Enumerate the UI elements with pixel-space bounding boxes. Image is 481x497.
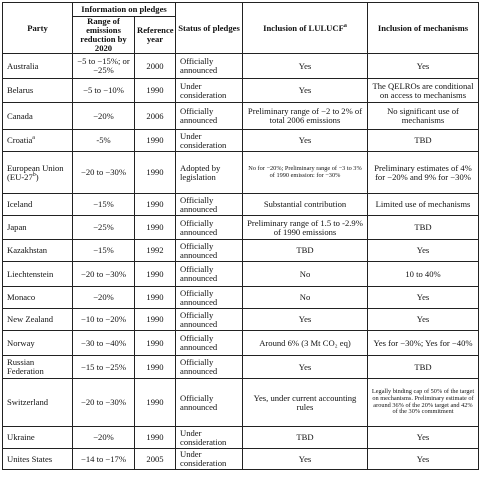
range-cell: −10 to −20%	[73, 309, 135, 331]
status-cell: Officially announced	[176, 103, 243, 130]
party-cell: Ukraine	[3, 427, 73, 449]
reference-year-cell: 1990	[135, 262, 176, 287]
range-cell: −15%	[73, 240, 135, 262]
status-cell: Officially announced	[176, 287, 243, 309]
mechanisms-cell: Yes for −30%; Yes for −40%	[368, 331, 479, 356]
reference-year-cell: 1990	[135, 287, 176, 309]
document-page	[2, 2, 478, 470]
lulucf-cell: No for −20%; Preliminary range of −3 to 3% of 1990 emission: for −30%	[243, 152, 368, 194]
range-cell: −14 to −17%	[73, 449, 135, 470]
status-cell: Officially announced	[176, 331, 243, 356]
party-cell: Monaco	[3, 287, 73, 309]
range-cell: −20%	[73, 103, 135, 130]
party-cell: Iceland	[3, 194, 73, 216]
header-party: Party	[3, 3, 73, 54]
status-cell: Officially announced	[176, 216, 243, 240]
lulucf-cell: No	[243, 262, 368, 287]
reference-year-cell: 2006	[135, 103, 176, 130]
reference-year-cell: 1990	[135, 194, 176, 216]
range-cell: −15%	[73, 194, 135, 216]
status-cell: Under consideration	[176, 449, 243, 470]
header-status: Status of pledges	[176, 3, 243, 54]
table-row	[3, 79, 479, 103]
range-cell: -5%	[73, 130, 135, 152]
status-cell: Officially announced	[176, 356, 243, 379]
status-cell: Under consideration	[176, 427, 243, 449]
range-cell: −30 to −40%	[73, 331, 135, 356]
reference-year-cell: 1990	[135, 427, 176, 449]
reference-year-cell: 1990	[135, 356, 176, 379]
party-cell: New Zealand	[3, 309, 73, 331]
mechanisms-cell: TBD	[368, 130, 479, 152]
party-cell: Liechtenstein	[3, 262, 73, 287]
mechanisms-cell: Yes	[368, 309, 479, 331]
party-cell: Kazakhstan	[3, 240, 73, 262]
range-cell: −5 to −10%	[73, 79, 135, 103]
range-cell: −5 to −15%; or −25%	[73, 54, 135, 79]
table-row	[3, 309, 479, 331]
header-info-on-pledges: Information on pledges	[73, 3, 176, 17]
lulucf-cell: Yes	[243, 54, 368, 79]
table-row	[3, 379, 479, 427]
mechanisms-cell: 10 to 40%	[368, 262, 479, 287]
reference-year-cell: 1990	[135, 309, 176, 331]
header-reference-year: Reference year	[135, 17, 176, 54]
lulucf-cell: TBD	[243, 240, 368, 262]
status-cell: Adopted by legislation	[176, 152, 243, 194]
mechanisms-cell: Yes	[368, 449, 479, 470]
party-cell: Russian Federation	[3, 356, 73, 379]
mechanisms-cell: TBD	[368, 216, 479, 240]
table-body	[3, 54, 479, 470]
reference-year-cell: 1990	[135, 216, 176, 240]
lulucf-cell: Substantial contribution	[243, 194, 368, 216]
lulucf-cell: TBD	[243, 427, 368, 449]
pledges-table	[2, 2, 479, 470]
range-cell: −20 to −30%	[73, 152, 135, 194]
lulucf-cell: Yes	[243, 356, 368, 379]
reference-year-cell: 2005	[135, 449, 176, 470]
reference-year-cell: 1990	[135, 130, 176, 152]
header-range: Range of emissions reduction by 2020	[73, 17, 135, 54]
party-cell: Switzerland	[3, 379, 73, 427]
party-cell: Canada	[3, 103, 73, 130]
party-cell: Japan	[3, 216, 73, 240]
table-row	[3, 287, 479, 309]
mechanisms-cell: No significant use of mechanisms	[368, 103, 479, 130]
table-row	[3, 216, 479, 240]
mechanisms-cell: Yes	[368, 54, 479, 79]
mechanisms-cell: The QELROs are conditional on access to mechanisms	[368, 79, 479, 103]
reference-year-cell: 1990	[135, 79, 176, 103]
mechanisms-cell: Yes	[368, 240, 479, 262]
table-row	[3, 194, 479, 216]
mechanisms-cell: Yes	[368, 287, 479, 309]
status-cell: Under consideration	[176, 79, 243, 103]
table-row	[3, 262, 479, 287]
range-cell: −20%	[73, 287, 135, 309]
header-lulucf: Inclusion of LULUCF$^a$	[243, 3, 368, 54]
lulucf-cell: Yes, under current accounting rules	[243, 379, 368, 427]
lulucf-cell: Preliminary range of −2 to 2% of total 2006 emissions	[243, 103, 368, 130]
party-cell: Croatia$^a$	[3, 130, 73, 152]
table-row	[3, 240, 479, 262]
mechanisms-cell: Legally binding cap of 50% of the target on mechanisms. Preliminary estimate of around 36% of the 20% target and 42% of the 30% commitment	[368, 379, 479, 427]
lulucf-cell: Yes	[243, 130, 368, 152]
status-cell: Officially announced	[176, 262, 243, 287]
status-cell: Officially announced	[176, 309, 243, 331]
mechanisms-cell: Preliminary estimates of 4% for −20% and 9% for −30%	[368, 152, 479, 194]
mechanisms-cell: Yes	[368, 427, 479, 449]
status-cell: Officially announced	[176, 240, 243, 262]
table-row	[3, 427, 479, 449]
range-cell: −20%	[73, 427, 135, 449]
lulucf-cell: Yes	[243, 309, 368, 331]
table-row	[3, 449, 479, 470]
table-row	[3, 356, 479, 379]
table-row	[3, 130, 479, 152]
party-cell: Unites States	[3, 449, 73, 470]
party-cell: Belarus	[3, 79, 73, 103]
range-cell: −15 to −25%	[73, 356, 135, 379]
status-cell: Officially announced	[176, 54, 243, 79]
lulucf-cell: No	[243, 287, 368, 309]
range-cell: −20 to −30%	[73, 262, 135, 287]
lulucf-cell: Preliminary range of 1.5 to -2.9% of 1990 emissions	[243, 216, 368, 240]
status-cell: Officially announced	[176, 379, 243, 427]
range-cell: −25%	[73, 216, 135, 240]
party-cell: European Union (EU-27$^b$)	[3, 152, 73, 194]
status-cell: Under consideration	[176, 130, 243, 152]
table-row	[3, 331, 479, 356]
lulucf-cell: Yes	[243, 449, 368, 470]
table-row	[3, 103, 479, 130]
party-cell: Australia	[3, 54, 73, 79]
reference-year-cell: 1992	[135, 240, 176, 262]
header-mechanisms: Inclusion of mechanisms	[368, 3, 479, 54]
reference-year-cell: 1990	[135, 152, 176, 194]
table-row	[3, 152, 479, 194]
range-cell: −20 to −30%	[73, 379, 135, 427]
table-row	[3, 54, 479, 79]
reference-year-cell: 1990	[135, 379, 176, 427]
reference-year-cell: 1990	[135, 331, 176, 356]
lulucf-cell: Yes	[243, 79, 368, 103]
mechanisms-cell: Limited use of mechanisms	[368, 194, 479, 216]
reference-year-cell: 2000	[135, 54, 176, 79]
status-cell: Officially announced	[176, 194, 243, 216]
party-cell: Norway	[3, 331, 73, 356]
lulucf-cell: Around 6% (3 Mt CO₂ eq)	[243, 331, 368, 356]
mechanisms-cell: TBD	[368, 356, 479, 379]
